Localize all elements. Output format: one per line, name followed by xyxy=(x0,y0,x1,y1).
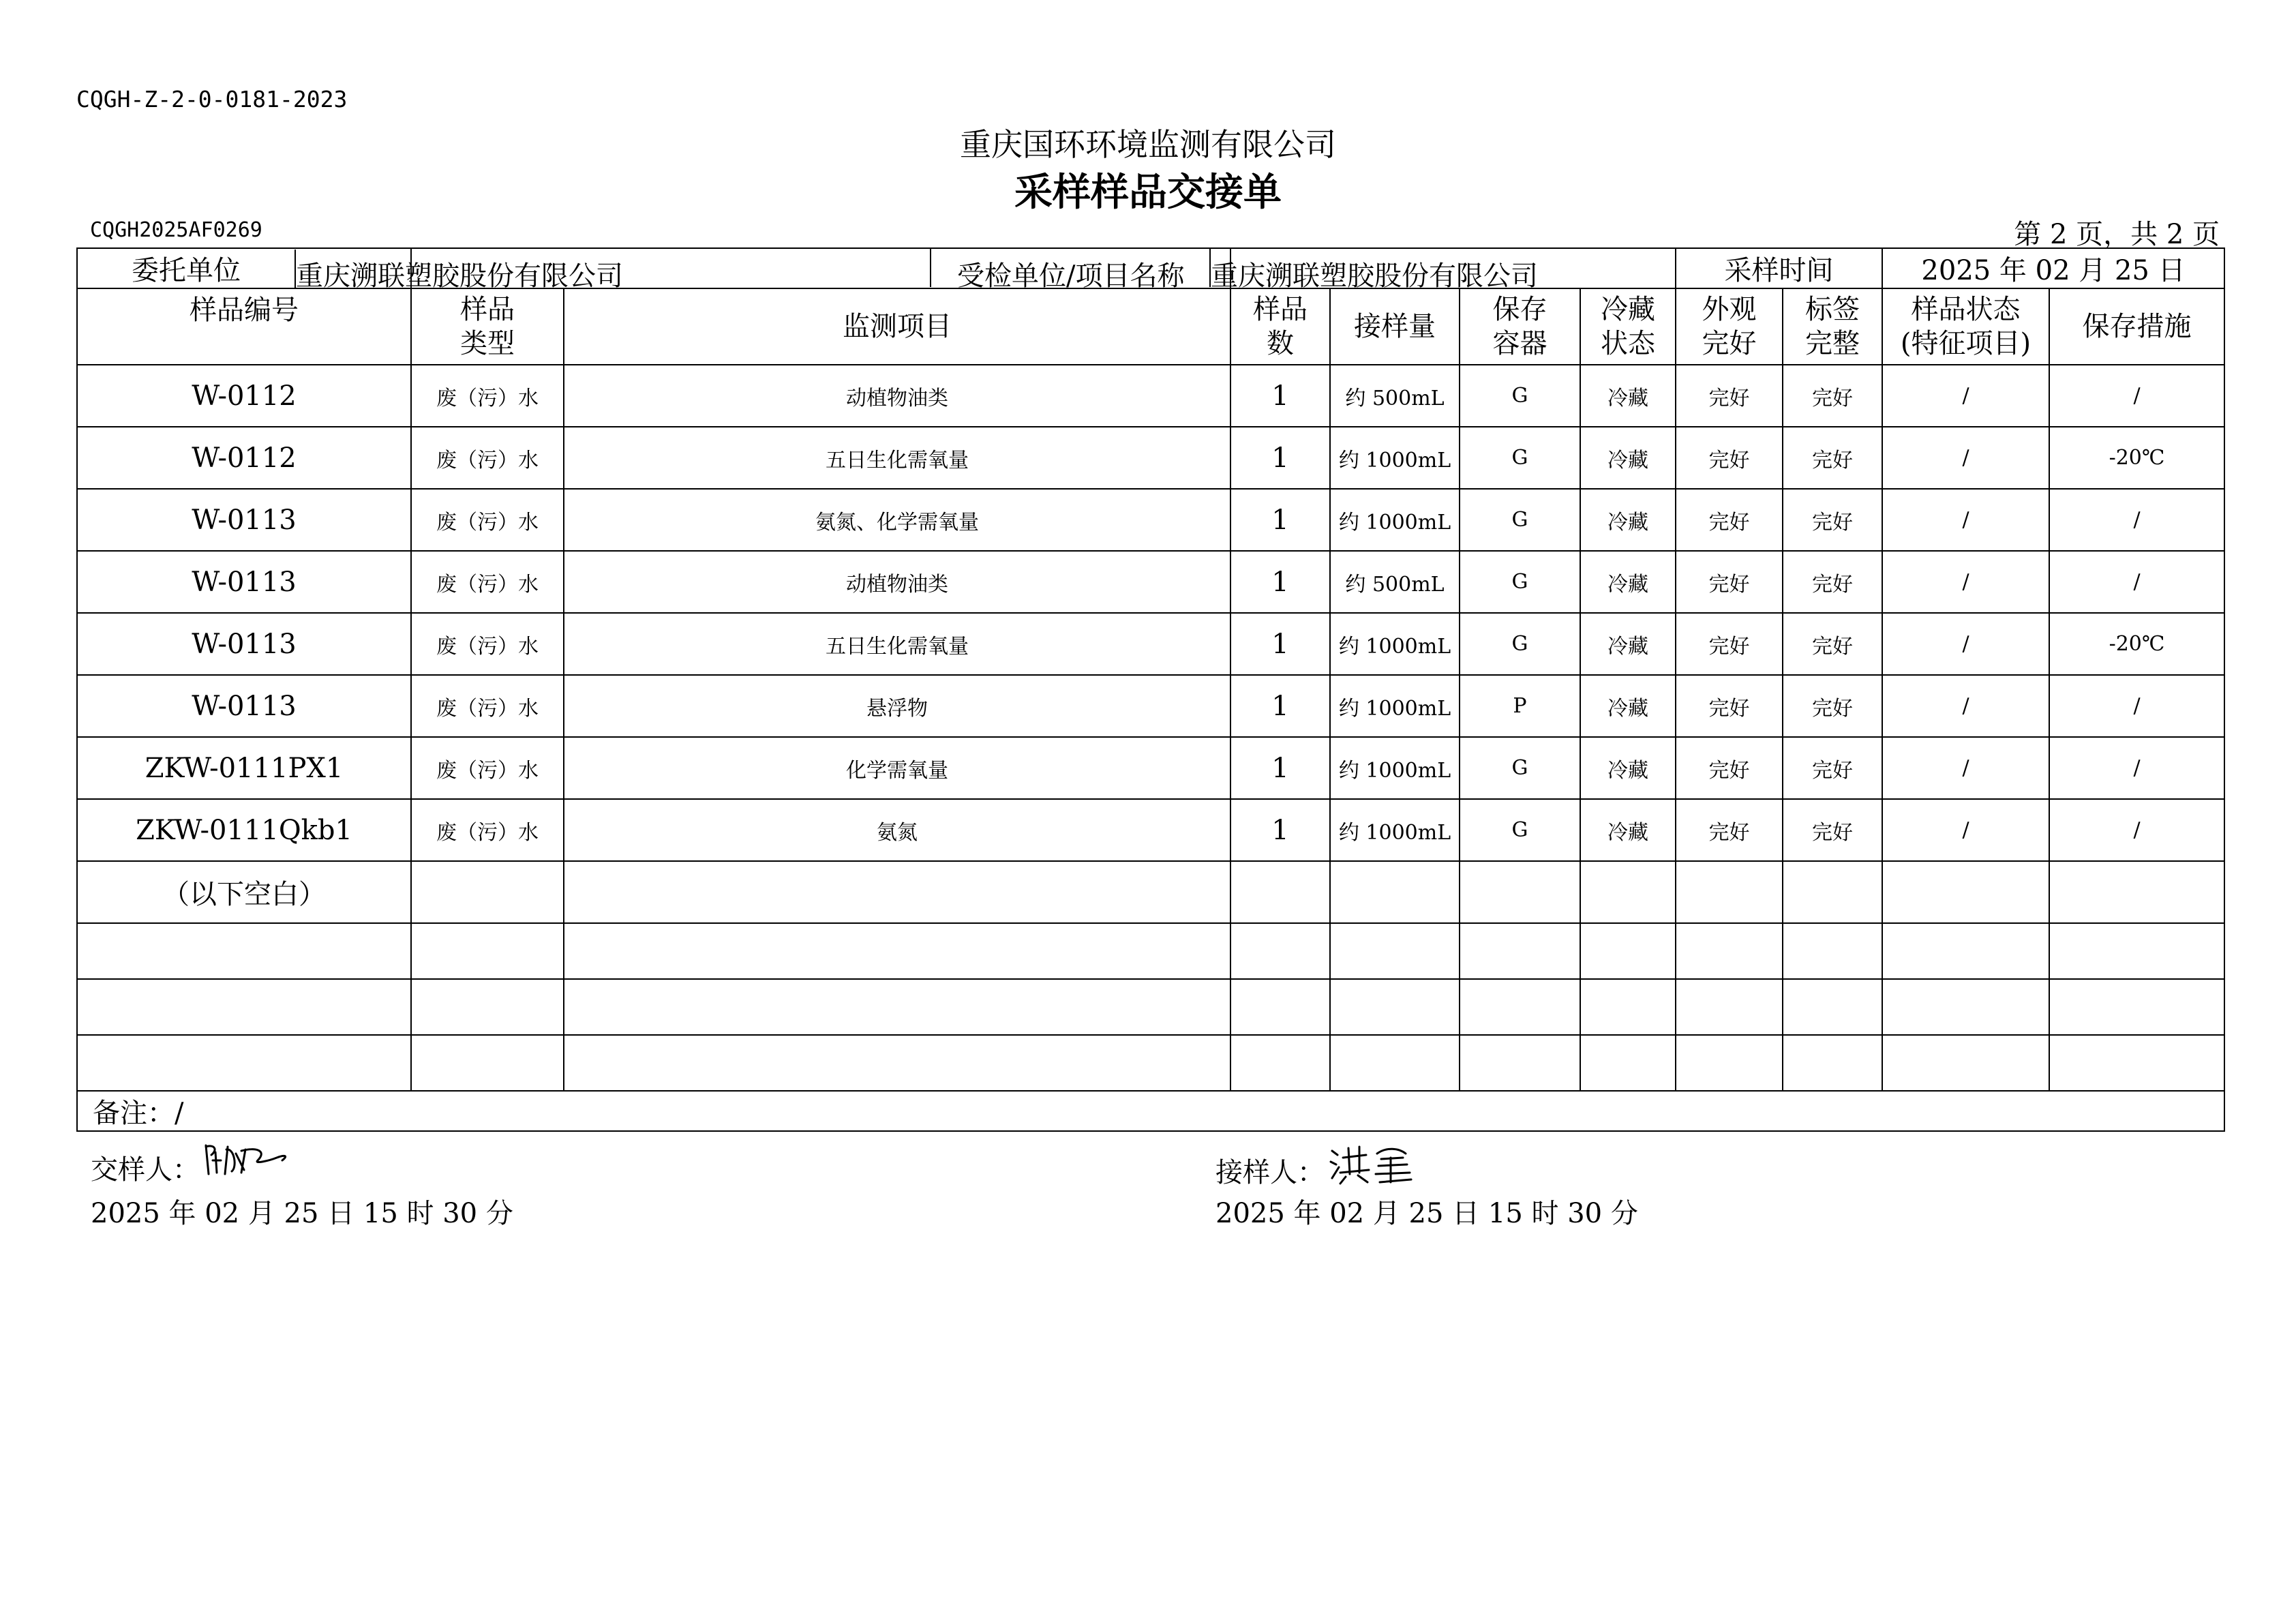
empty-row xyxy=(77,923,2224,979)
cell-item: 动植物油类 xyxy=(564,365,1230,427)
receiver-time: 2025 年 02 月 25 日 15 时 30 分 xyxy=(1215,1198,1638,1229)
col-refrigeration: 冷藏 状态 xyxy=(1580,288,1676,365)
empty-cell xyxy=(1460,979,1580,1035)
client-label: 委托单位 xyxy=(78,250,296,288)
blank-marker: （以下空白） xyxy=(77,861,411,923)
cell-sample-type: 废（污）水 xyxy=(411,613,564,675)
empty-cell xyxy=(1580,923,1676,979)
cell-count: 1 xyxy=(1230,365,1330,427)
cell-refrigeration: 冷藏 xyxy=(1580,551,1676,613)
cell-count: 1 xyxy=(1230,489,1330,551)
empty-cell xyxy=(411,861,564,923)
cell-volume: 约 1000mL xyxy=(1330,613,1460,675)
empty-row xyxy=(77,1035,2224,1091)
table-row xyxy=(77,613,2224,675)
client-value: 重庆溯联塑胶股份有限公司 xyxy=(296,260,623,292)
empty-cell xyxy=(1783,861,1882,923)
cell-volume: 约 1000mL xyxy=(1330,799,1460,861)
cell-preservation: -20℃ xyxy=(2049,427,2224,489)
empty-cell xyxy=(1230,979,1330,1035)
table-row xyxy=(77,799,2224,861)
cell-preservation: / xyxy=(2049,737,2224,799)
cell-appearance: 完好 xyxy=(1676,613,1783,675)
cell-container: G xyxy=(1460,799,1580,861)
col-count: 样品 数 xyxy=(1230,288,1330,365)
cell-refrigeration: 冷藏 xyxy=(1580,799,1676,861)
cell-label: 完好 xyxy=(1783,799,1882,861)
col-item: 监测项目 xyxy=(564,288,1230,365)
company-name: 重庆国环环境监测有限公司 xyxy=(960,126,1336,163)
cell-preservation: / xyxy=(2049,365,2224,427)
cell-label: 完好 xyxy=(1783,675,1882,737)
empty-cell xyxy=(564,861,1230,923)
table-row xyxy=(77,427,2224,489)
document-code: CQGH-Z-2-0-0181-2023 xyxy=(76,86,348,112)
cell-appearance: 完好 xyxy=(1676,675,1783,737)
empty-cell xyxy=(1783,923,1882,979)
empty-cell xyxy=(1330,979,1460,1035)
cell-refrigeration: 冷藏 xyxy=(1580,737,1676,799)
cell-count: 1 xyxy=(1230,675,1330,737)
cell-sample-type: 废（污）水 xyxy=(411,365,564,427)
cell-sample-type: 废（污）水 xyxy=(411,489,564,551)
empty-cell xyxy=(2049,979,2224,1035)
form-title: 采样样品交接单 xyxy=(1014,170,1282,215)
cell-container: G xyxy=(1460,551,1580,613)
cell-count: 1 xyxy=(1230,737,1330,799)
cell-preservation: / xyxy=(2049,799,2224,861)
cell-volume: 约 1000mL xyxy=(1330,427,1460,489)
table-row xyxy=(77,737,2224,799)
blank-marker-row xyxy=(77,861,2224,923)
cell-sample-type: 废（污）水 xyxy=(411,737,564,799)
table-row xyxy=(77,675,2224,737)
time-label-cell xyxy=(1676,248,1882,288)
cell-appearance: 完好 xyxy=(1676,737,1783,799)
empty-cell xyxy=(411,923,564,979)
empty-row xyxy=(77,979,2224,1035)
cell-item: 五日生化需氧量 xyxy=(564,613,1230,675)
sample-table xyxy=(76,247,2225,1132)
empty-cell xyxy=(1580,861,1676,923)
empty-cell xyxy=(77,923,411,979)
empty-cell xyxy=(1580,979,1676,1035)
sender-label: 交样人： xyxy=(91,1154,200,1186)
empty-cell xyxy=(1882,923,2049,979)
cell-item: 五日生化需氧量 xyxy=(564,427,1230,489)
cell-sample-id: ZKW-0111PX1 xyxy=(77,737,411,799)
sheet-id: CQGH2025AF0269 xyxy=(90,218,262,242)
table-row xyxy=(77,365,2224,427)
cell-preservation: / xyxy=(2049,489,2224,551)
cell-sample-id: W-0112 xyxy=(77,427,411,489)
page-info: 第 2 页，共 2 页 xyxy=(2014,219,2220,250)
empty-cell xyxy=(564,923,1230,979)
cell-sample-type: 废（污）水 xyxy=(411,799,564,861)
cell-appearance: 完好 xyxy=(1676,365,1783,427)
empty-cell xyxy=(77,1035,411,1091)
col-preservation: 保存措施 xyxy=(2049,288,2224,365)
cell-container: G xyxy=(1460,613,1580,675)
cell-label: 完好 xyxy=(1783,613,1882,675)
cell-refrigeration: 冷藏 xyxy=(1580,365,1676,427)
cell-sample-id: ZKW-0111Qkb1 xyxy=(77,799,411,861)
column-header-row xyxy=(77,288,2224,365)
cell-volume: 约 500mL xyxy=(1330,365,1460,427)
empty-cell xyxy=(1230,1035,1330,1091)
col-volume: 接样量 xyxy=(1330,288,1460,365)
cell-item: 氨氮、化学需氧量 xyxy=(564,489,1230,551)
cell-label: 完好 xyxy=(1783,489,1882,551)
cell-sample-type: 废（污）水 xyxy=(411,675,564,737)
cell-volume: 约 1000mL xyxy=(1330,489,1460,551)
empty-cell xyxy=(1882,1035,2049,1091)
empty-cell xyxy=(1676,923,1783,979)
table-row xyxy=(77,489,2224,551)
cell-volume: 约 1000mL xyxy=(1330,675,1460,737)
time-label: 采样时间 xyxy=(1724,255,1834,286)
cell-status: / xyxy=(1882,365,2049,427)
cell-count: 1 xyxy=(1230,427,1330,489)
empty-cell xyxy=(2049,923,2224,979)
empty-cell xyxy=(1676,861,1783,923)
cell-count: 1 xyxy=(1230,551,1330,613)
col-appearance: 外观 完好 xyxy=(1676,288,1783,365)
empty-cell xyxy=(1783,1035,1882,1091)
cell-appearance: 完好 xyxy=(1676,799,1783,861)
cell-count: 1 xyxy=(1230,613,1330,675)
receiver-signature xyxy=(1328,1143,1423,1186)
cell-status: / xyxy=(1882,799,2049,861)
empty-cell xyxy=(1330,1035,1460,1091)
cell-sample-id: W-0113 xyxy=(77,675,411,737)
col-sample-id: 样品编号 xyxy=(77,288,411,365)
empty-cell xyxy=(77,979,411,1035)
cell-sample-type: 废（污）水 xyxy=(411,551,564,613)
cell-sample-id: W-0113 xyxy=(77,489,411,551)
cell-count: 1 xyxy=(1230,799,1330,861)
cell-refrigeration: 冷藏 xyxy=(1580,675,1676,737)
empty-cell xyxy=(1580,1035,1676,1091)
empty-cell xyxy=(1676,1035,1783,1091)
cell-label: 完好 xyxy=(1783,737,1882,799)
client-value-cell xyxy=(296,248,1230,292)
cell-status: / xyxy=(1882,427,2049,489)
remark: 备注：/ xyxy=(77,1091,2224,1131)
time-value: 2025 年 02 月 25 日 xyxy=(1921,255,2186,286)
empty-cell xyxy=(2049,861,2224,923)
cell-container: G xyxy=(1460,427,1580,489)
inspected-value: 重庆溯联塑胶股份有限公司 xyxy=(1211,260,1538,292)
empty-cell xyxy=(1460,861,1580,923)
empty-cell xyxy=(1230,923,1330,979)
cell-refrigeration: 冷藏 xyxy=(1580,427,1676,489)
inspected-label: 受检单位/项目名称 xyxy=(957,260,1185,292)
empty-cell xyxy=(2049,1035,2224,1091)
remark-row xyxy=(77,1091,2224,1131)
cell-label: 完好 xyxy=(1783,551,1882,613)
info-row xyxy=(77,248,2224,288)
cell-label: 完好 xyxy=(1783,427,1882,489)
cell-refrigeration: 冷藏 xyxy=(1580,613,1676,675)
col-container: 保存 容器 xyxy=(1460,288,1580,365)
cell-container: G xyxy=(1460,737,1580,799)
time-value-cell xyxy=(1882,248,2224,288)
empty-cell xyxy=(1783,979,1882,1035)
inspected-value-cell xyxy=(1211,248,1676,292)
col-label: 标签 完整 xyxy=(1783,288,1882,365)
cell-label: 完好 xyxy=(1783,365,1882,427)
empty-cell xyxy=(1460,923,1580,979)
empty-cell xyxy=(411,1035,564,1091)
sender-signature xyxy=(202,1140,304,1181)
cell-volume: 约 1000mL xyxy=(1330,737,1460,799)
empty-cell xyxy=(1882,861,2049,923)
cell-sample-id: W-0113 xyxy=(77,613,411,675)
cell-container: G xyxy=(1460,489,1580,551)
empty-cell xyxy=(1330,861,1460,923)
empty-cell xyxy=(564,1035,1230,1091)
empty-cell xyxy=(1882,979,2049,1035)
cell-appearance: 完好 xyxy=(1676,551,1783,613)
cell-item: 悬浮物 xyxy=(564,675,1230,737)
empty-cell xyxy=(1230,861,1330,923)
cell-item: 动植物油类 xyxy=(564,551,1230,613)
receiver-label: 接样人： xyxy=(1215,1157,1325,1188)
cell-appearance: 完好 xyxy=(1676,427,1783,489)
cell-status: / xyxy=(1882,675,2049,737)
sender-time: 2025 年 02 月 25 日 15 时 30 分 xyxy=(91,1198,513,1229)
col-sample-type: 样品 类型 xyxy=(411,288,564,365)
cell-status: / xyxy=(1882,489,2049,551)
table-row xyxy=(77,551,2224,613)
cell-preservation: -20℃ xyxy=(2049,613,2224,675)
cell-container: P xyxy=(1460,675,1580,737)
empty-cell xyxy=(411,979,564,1035)
cell-container: G xyxy=(1460,365,1580,427)
cell-sample-id: W-0113 xyxy=(77,551,411,613)
empty-cell xyxy=(1676,979,1783,1035)
cell-appearance: 完好 xyxy=(1676,489,1783,551)
cell-item: 氨氮 xyxy=(564,799,1230,861)
cell-sample-type: 废（污）水 xyxy=(411,427,564,489)
cell-volume: 约 500mL xyxy=(1330,551,1460,613)
cell-item: 化学需氧量 xyxy=(564,737,1230,799)
empty-cell xyxy=(1330,923,1460,979)
cell-preservation: / xyxy=(2049,551,2224,613)
cell-sample-id: W-0112 xyxy=(77,365,411,427)
cell-refrigeration: 冷藏 xyxy=(1580,489,1676,551)
empty-cell xyxy=(1460,1035,1580,1091)
col-status: 样品状态 (特征项目) xyxy=(1882,288,2049,365)
cell-status: / xyxy=(1882,551,2049,613)
cell-status: / xyxy=(1882,613,2049,675)
empty-cell xyxy=(564,979,1230,1035)
cell-status: / xyxy=(1882,737,2049,799)
cell-preservation: / xyxy=(2049,675,2224,737)
